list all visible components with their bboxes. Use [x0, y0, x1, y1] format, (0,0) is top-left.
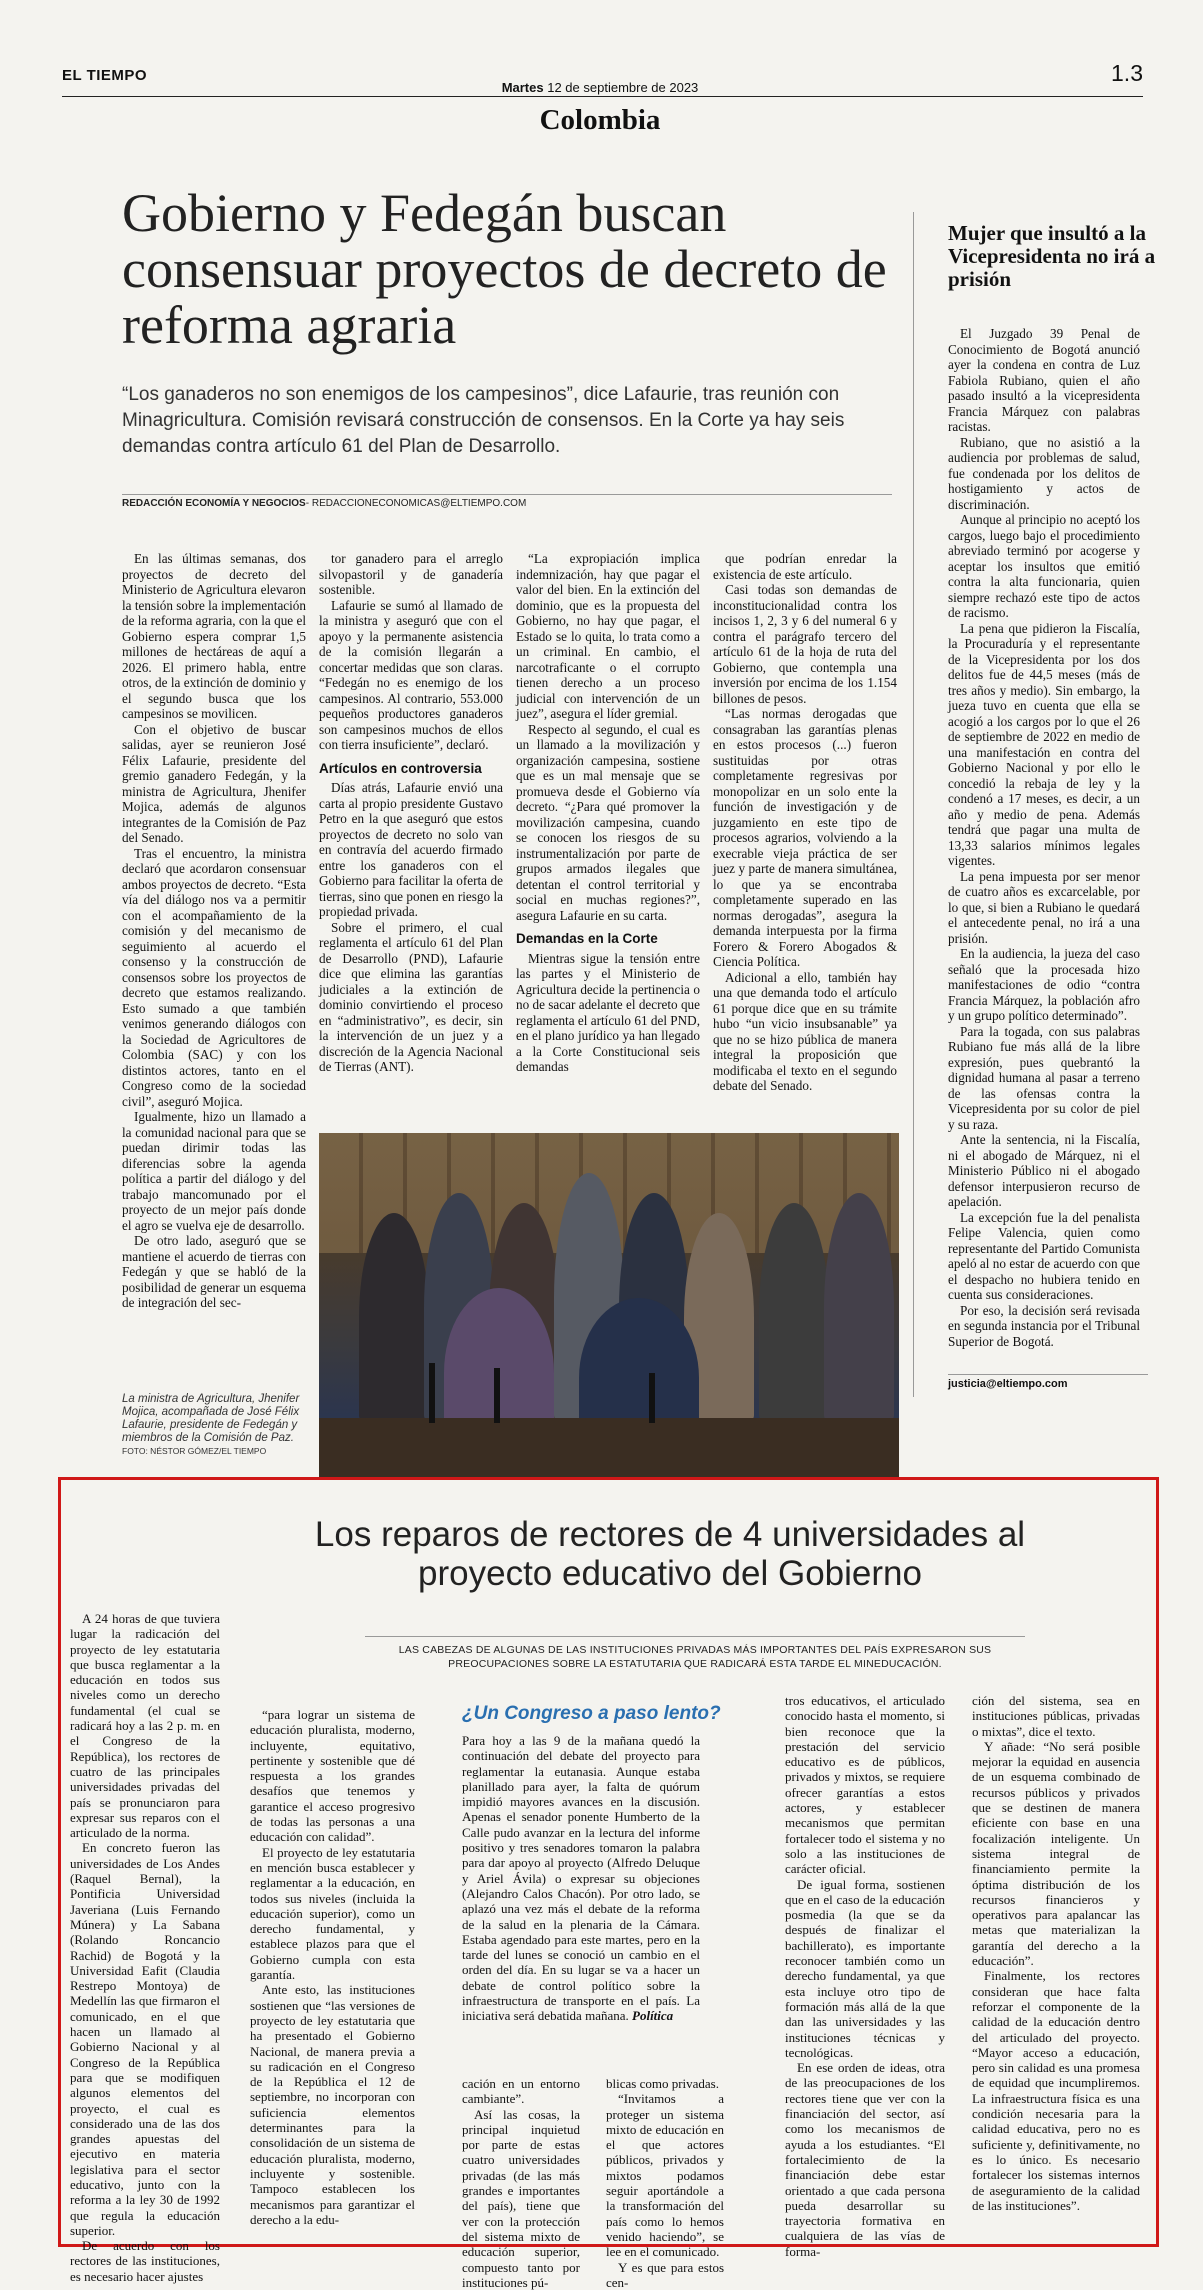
byline: REDACCIÓN ECONOMÍA Y NEGOCIOS- REDACCIONECONOMICAS@ELTIEMPO.COM [122, 494, 892, 509]
article-column-3: “La expropiación implica indemnización, hay que pagar el valor del bien. En la extinción del dominio, que es la propuesta del Gobierno, no hay que pagar, el Estado se lo quita, lo trata como a un criminal. En cambio, el narcotraficante o el corrupto tienen derecho a un proceso judicial con intervención de un juez”, asegura el líder gremial. Respecto al segundo, el cual es un llamado a la movilización y organización campesina, sostiene que es un mal mensaje que se promueva desde el Gobierno vía decreto. “¿Para qué promover la movilización campesina, cuando se conocen los riesgos de su instrumentalización por parte de grupos armados ilegales que detentan el control territorial y social en muchas regiones?”, asegura Lafaurie en su carta. Demandas en la Corte Mientras sigue la tensión entre las partes y el Ministerio de Agricultura decide la pertinencia o no de sacar adelante el decreto que reglamenta el artículo 61 del PND, en el plano jurídico ya han llegado a la Corte Constitucional seis demandas [516, 551, 700, 1074]
subhead: Demandas en la Corte [516, 931, 658, 946]
deck: “Los ganaderos no son enemigos de los campesinos”, dice Lafaurie, tras reunión con Minagricultura. Comisión revisará construcción de consensos. En la Corte ya hay seis demandas contra artículo 61 del Plan de Desarrollo. [122, 384, 845, 457]
headline: Gobierno y Fedegán buscan consensuar proyectos de decreto de reforma agraria [122, 183, 887, 355]
photo-caption: La ministra de Agricultura, Jhenifer Mojica, acompañada de José Félix Lafaurie, presidente de Fedegán y miembros de la Comisión de Paz. FOTO: NÉSTOR GÓMEZ/EL TIEMPO [122, 1393, 300, 1456]
article2-column-4: blicas como privadas. “Invitamos a proteger un sistema mixto de educación en el que actores públicos, privados y mixtos podamos seguir aportándole a la transformación del país como lo hemos venido haciendo”, se lee en el comunicado. Y es que para estos cen- [606, 2076, 724, 2290]
news-photo [319, 1133, 899, 1478]
photo-credit: FOTO: NÉSTOR GÓMEZ/EL TIEMPO [122, 1446, 267, 1456]
sidebar-title: Mujer que insultó a la Vicepresidenta no irá a prisión [948, 221, 1156, 291]
sidebar-box: Para hoy a las 9 de la mañana quedó la continuación del debate del proyecto para reglamentar la eutanasia. Aunque estaba planillado para ayer, la falta de quórum impidió mayores avances en la discusión. Apenas el senador ponente Humberto de la Calle pudo avanzar en la lectura del informe positivo y tres senadores tomaron la palabra para dar apoyo al proyecto (Alfredo Deluque y Ariel Ávila) o expresar su objeciones (Alejandro Calos Chacón). Por otro lado, se aplazó una vez más el debate de la reforma de la salud en la plenaria de la Cámara. Estaba agendado para este martes, pero en la tarde del lunes se conoció un cambio en el orden del día. En su lugar se va a hacer un debate de control político sobre la infraestructura de transporte en el país. La iniciativa será debatida mañana. Política [462, 1733, 700, 2024]
article2-column-5: tros educativos, el articulado conocido hasta el momento, si bien reconoce que la prestación del servicio educativo es de públicos, privados y mixtos, se requiere ofrecer garantías a estos actores, y establecer mecanismos que permitan fortalecer todo el sistema y no solo a las instituciones de carácter oficial. De igual forma, sostienen que en el caso de la educación posmedia (la que se da después de finalizar el bachillerato), es importante reconocer también como un derecho fundamental, ya que esta incluye otro tipo de formación más allá de la que dan las universidades y las instituciones técnicas y tecnológicas. En ese orden de ideas, otra de las preocupaciones de los rectores tiene que ver con la financiación del sector, así como los mecanismos de ayuda a los estudiantes. “El fortalecimiento de la financiación debe estar orientado a que cada persona pueda desarrollar su trayectoria formativa en cualquiera de las vías de forma- [785, 1693, 945, 2259]
article2-headline: Los reparos de rectores de 4 universidades al proyecto educativo del Gobierno [314, 1515, 1026, 1593]
masthead: EL TIEMPO [62, 67, 148, 84]
article-column-2: tor ganadero para el arreglo silvopastoril y de ganadería sostenible. Lafaurie se sumó al llamado de la ministra y aseguró que con el apoyo y la permanente asistencia de la comisión llegarán a concertar medidas que son claras. “Fedegán no es enemigo de los campesinos. Al contrario, 553.000 pequeños productores ganaderos son campesinos muchos de ellos con tierra insuficiente”, declaró. Artículos en controversia Días atrás, Lafaurie envió una carta al propio presidente Gustavo Petro en la que aseguró que estos proyectos de decreto no solo van en contravía del acuerdo firmado entre los ganaderos con el Gobierno para facilitar la oferta de tierras, sino que ponen en riesgo la propiedad privada. Sobre el primero, el cual reglamenta el artículo 61 del Plan de Desarrollo (PND), Lafaurie dice que elimina las garantías judiciales a la extinción de dominio convirtiendo el proceso en “administrativo”, es decir, sin la intervención de un juez y a discreción de la Agencia Nacional de Tierras (ANT). [319, 551, 503, 1074]
top-rule [62, 96, 1143, 97]
box-subhead: ¿Un Congreso a paso lento? [462, 1703, 721, 1724]
section-title: Colombia [539, 104, 661, 136]
sidebar-email: justicia@eltiempo.com [948, 1374, 1148, 1390]
sidebar-body: El Juzgado 39 Penal de Conocimiento de Bogotá anunció ayer la condena en contra de Luz Fabiola Rubiano, quien el año pasado insultó a la vicepresidenta Francia Márquez con palabras racistas. Rubiano, que no asistió a la audiencia por problemas de salud, fue condenada por los delitos de hostigamiento y actos de discriminación. Aunque al principio no aceptó los cargos, luego bajo el procedimiento abreviado terminó por acogerse y aceptar los insultos que emitió contra la alta funcionaria, quien siempre rechazó este tipo de actos de racismo. La pena que pidieron la Fiscalía, la Procuraduría y el representante de la Vicepresidenta por los dos delitos fue de 44,5 meses (más de tres años y medio). Sin embargo, la jueza tuvo en cuenta que ella se acogió a los cargos por lo que el 26 de septiembre de 2022 en medio de una manifestación en contra del Gobierno Nacional y por ello le concedió la rebaja de ley y la condenó a 17 meses, es decir, a un año y medio de pena. Además tendrá que pagar una multa de 13,33 salarios mínimos legales vigentes. La pena impuesta por ser menor de cuatro años es excarcelable, por lo que, si bien a Rubiano le quedará el antecedente penal, no irá a una prisión. En la audiencia, la jueza del caso señaló que la procesada hizo manifestaciones de odio “contra Francia Márquez, la población afro y un grupo político determinado”. Para la togada, con sus palabras Rubiano fue más allá de la libre expresión, pues quebrantó la dignidad humana al pasar a terreno de las ofensas contra la Vicepresidenta por su color de piel y su raza. Ante la sentencia, ni la Fiscalía, ni el abogado de Márquez, ni el Ministerio Público ni el abogado defensor interpusieron recurso de apelación. La excepción fue la del penalista Felipe Valencia, quien como representante del Partido Comunista apeló al no estar de acuerdo con que el despacho no hubiera tenido en cuenta sus consideraciones. Por eso, la decisión será revisada en segunda instancia por el Tribunal Superior de Bogotá. [948, 326, 1140, 1349]
article-column-1: En las últimas semanas, dos proyectos de decreto del Ministerio de Agricultura elevaron la tensión sobre la implementación de la reforma agraria, con la que el Gobierno espera comprar 1,5 millones de hectáreas de aquí a 2026. El primero habla, entre otros, de la extinción de dominio y el segundo busca que los campesinos se movilicen. Con el objetivo de buscar salidas, ayer se reunieron José Félix Lafaurie, presidente del gremio ganadero Fedegán, y la ministra de Agricultura, Jhenifer Mojica, además de algunos integrantes de la Comisión de Paz del Senado. Tras el encuentro, la ministra declaró que acordaron consensuar ambos proyectos de decreto. “Esta vía del diálogo nos va a permitir con el acompañamiento de la comisión y del mecanismo de seguimiento al acuerdo el consenso y la construcción de consensos sobre los proyectos de decreto que estamos realizando. Esto sumado a que también venimos generando diálogos con la Sociedad de Agricultores de Colombia (SAC) y con los distintos actores, tanto en el Congreso como de la sociedad civil”, aseguró Mojica. Igualmente, hizo un llamado a la comunidad nacional para que se puedan dirimir todas las diferencias sobre la agenda política a partir del diálogo y del trabajo mancomunado por el proyecto de un mejor país donde el agro se vuelva eje de desarrollo. De otro lado, aseguró que se mantiene el acuerdo de tierras con Fedegán y que se habló de la posibilidad de generar un esquema de integración del sec- [122, 551, 306, 1310]
column-divider [913, 212, 914, 1397]
subhead: Artículos en controversia [319, 760, 482, 776]
issue-date: Martes 12 de septiembre de 2023 [501, 80, 699, 95]
article2-column-3: cación en un entorno cambiante”. Así las cosas, la principal inquietud por parte de estas cuatro universidades privadas (de las más grandes e importantes del país), tiene que ver con la protección del sistema mixto de educación superior, compuesto tanto por instituciones pú- [462, 2076, 580, 2290]
article2-column-2: “para lograr un sistema de educación pluralista, moderno, incluyente, equitativo, pertinente y sostenible que dé respuesta a los grandes desafíos que tenemos y garantice el acceso progresivo de todas las personas a una educación con calidad”. El proyecto de ley estatutaria en mención busca establecer y reglamentar a la educación, en todos sus niveles (incluida la educación superior), como un derecho fundamental, y establece plazos para que el Gobierno cumpla con esta garantía. Ante esto, las instituciones sostienen que “las versiones de proyecto de ley estatutaria que ha presentado el Gobierno Nacional, de manera previa a su radicación en el Congreso de la República el 12 de septiembre, no incorporan con suficiencia elementos determinantes para la consolidación de un sistema de educación pluralista, moderno, incluyente y sostenible. Tampoco establecen los mecanismos para garantizar el derecho a la edu- [250, 1707, 415, 2227]
page-number: 1.3 [1111, 60, 1143, 86]
article2-column-6: ción del sistema, sea en instituciones públicas, privadas o mixtas”, dice el texto. Y añade: “No será posible mejorar la equidad en ausencia de un esquema combinado de recursos públicos y privados que se destinen de manera eficiente con base en una focalización inteligente. Un sistema integral de financiamiento permite la óptima distribución de los recursos financieros y operativos para apalancar las metas que materializan la garantía del derecho a la educación”. Finalmente, los rectores consideran que hace falta reforzar el componente de la calidad de la educación dentro del articulado del proyecto. “Mayor acceso a educación, pero sin calidad es una promesa de equidad que incumpliremos. La infraestructura física es una condición necesaria para la calidad educativa, pero no es suficiente y, definitivamente, no es lo único. Es necesario fortalecer los sistemas internos de aseguramiento de la calidad de las instituciones”. [972, 1693, 1140, 2213]
article2-column-1: A 24 horas de que tuviera lugar la radicación del proyecto de ley estatutaria que busca reglamentar a la educación en todos sus niveles como un derecho fundamental (el cual se radicará hoy a las 2 p. m. en el Congreso de la República), los rectores de cuatro de las principales universidades privadas del país se pronunciaron para expresar sus reparos con el articulado de la norma. En concreto fueron las universidades de Los Andes (Raquel Bernal), la Pontificia Universidad Javeriana (Luis Fernando Múnera) y La Sabana (Rolando Roncancio Rachid) de Bogotá y la Universidad Eafit (Claudia Restrepo Montoya) de Medellín las que firmaron el comunicado, en el que hacen un llamado al Gobierno Nacional y al Congreso de la República para que se modifiquen algunos elementos del proyecto, el cual es considerado una de las dos grandes apuestas del ejecutivo en materia legislativa para el sector educativo, junto con la reforma a la ley 30 de 1992 que regula la educación superior. De acuerdo con los rectores de las instituciones, es necesario hacer ajustes [70, 1611, 220, 2284]
article2-deck: LAS CABEZAS DE ALGUNAS DE LAS INSTITUCIONES PRIVADAS MÁS IMPORTANTES DEL PAÍS EXPRESARON SUS PREOCUPACIONES SOBRE LA ESTATUTARIA QUE RADICARÁ ESTA TARDE EL MINEDUCACIÓN. [365, 1636, 1025, 1671]
article-column-4: que podrían enredar la existencia de este artículo. Casi todas son demandas de inconstitucionalidad contra los incisos 1, 2, 3 y 6 del numeral 6 y contra el parágrafo tercero del artículo 61 de la hoja de ruta del Gobierno, que contempla una inversión por encima de los 1.154 billones de pesos. “Las normas derogadas que consagraban las garantías plenas en estos procesos (...) fueron sustituidas por otras completamente regresivas por monopolizar en un solo ente la función de investigación y de juzgamiento en este tipo de procesos agrarios, volviendo a la execrable vieja práctica de ser juez y parte de manera simultánea, lo que ya se encontraba completamente superado en las normas derogadas”, asegura la demanda interpuesta por la firma Forero & Forero Abogados & Ciencia Política. Adicional a ello, también hay una que demanda todo el artículo 61 porque dice que en su trámite hubo “un vicio insubsanable” ya que no se hizo pública de manera integral la proposición que modificaba el texto en el segundo debate del Senado. [713, 551, 897, 1093]
